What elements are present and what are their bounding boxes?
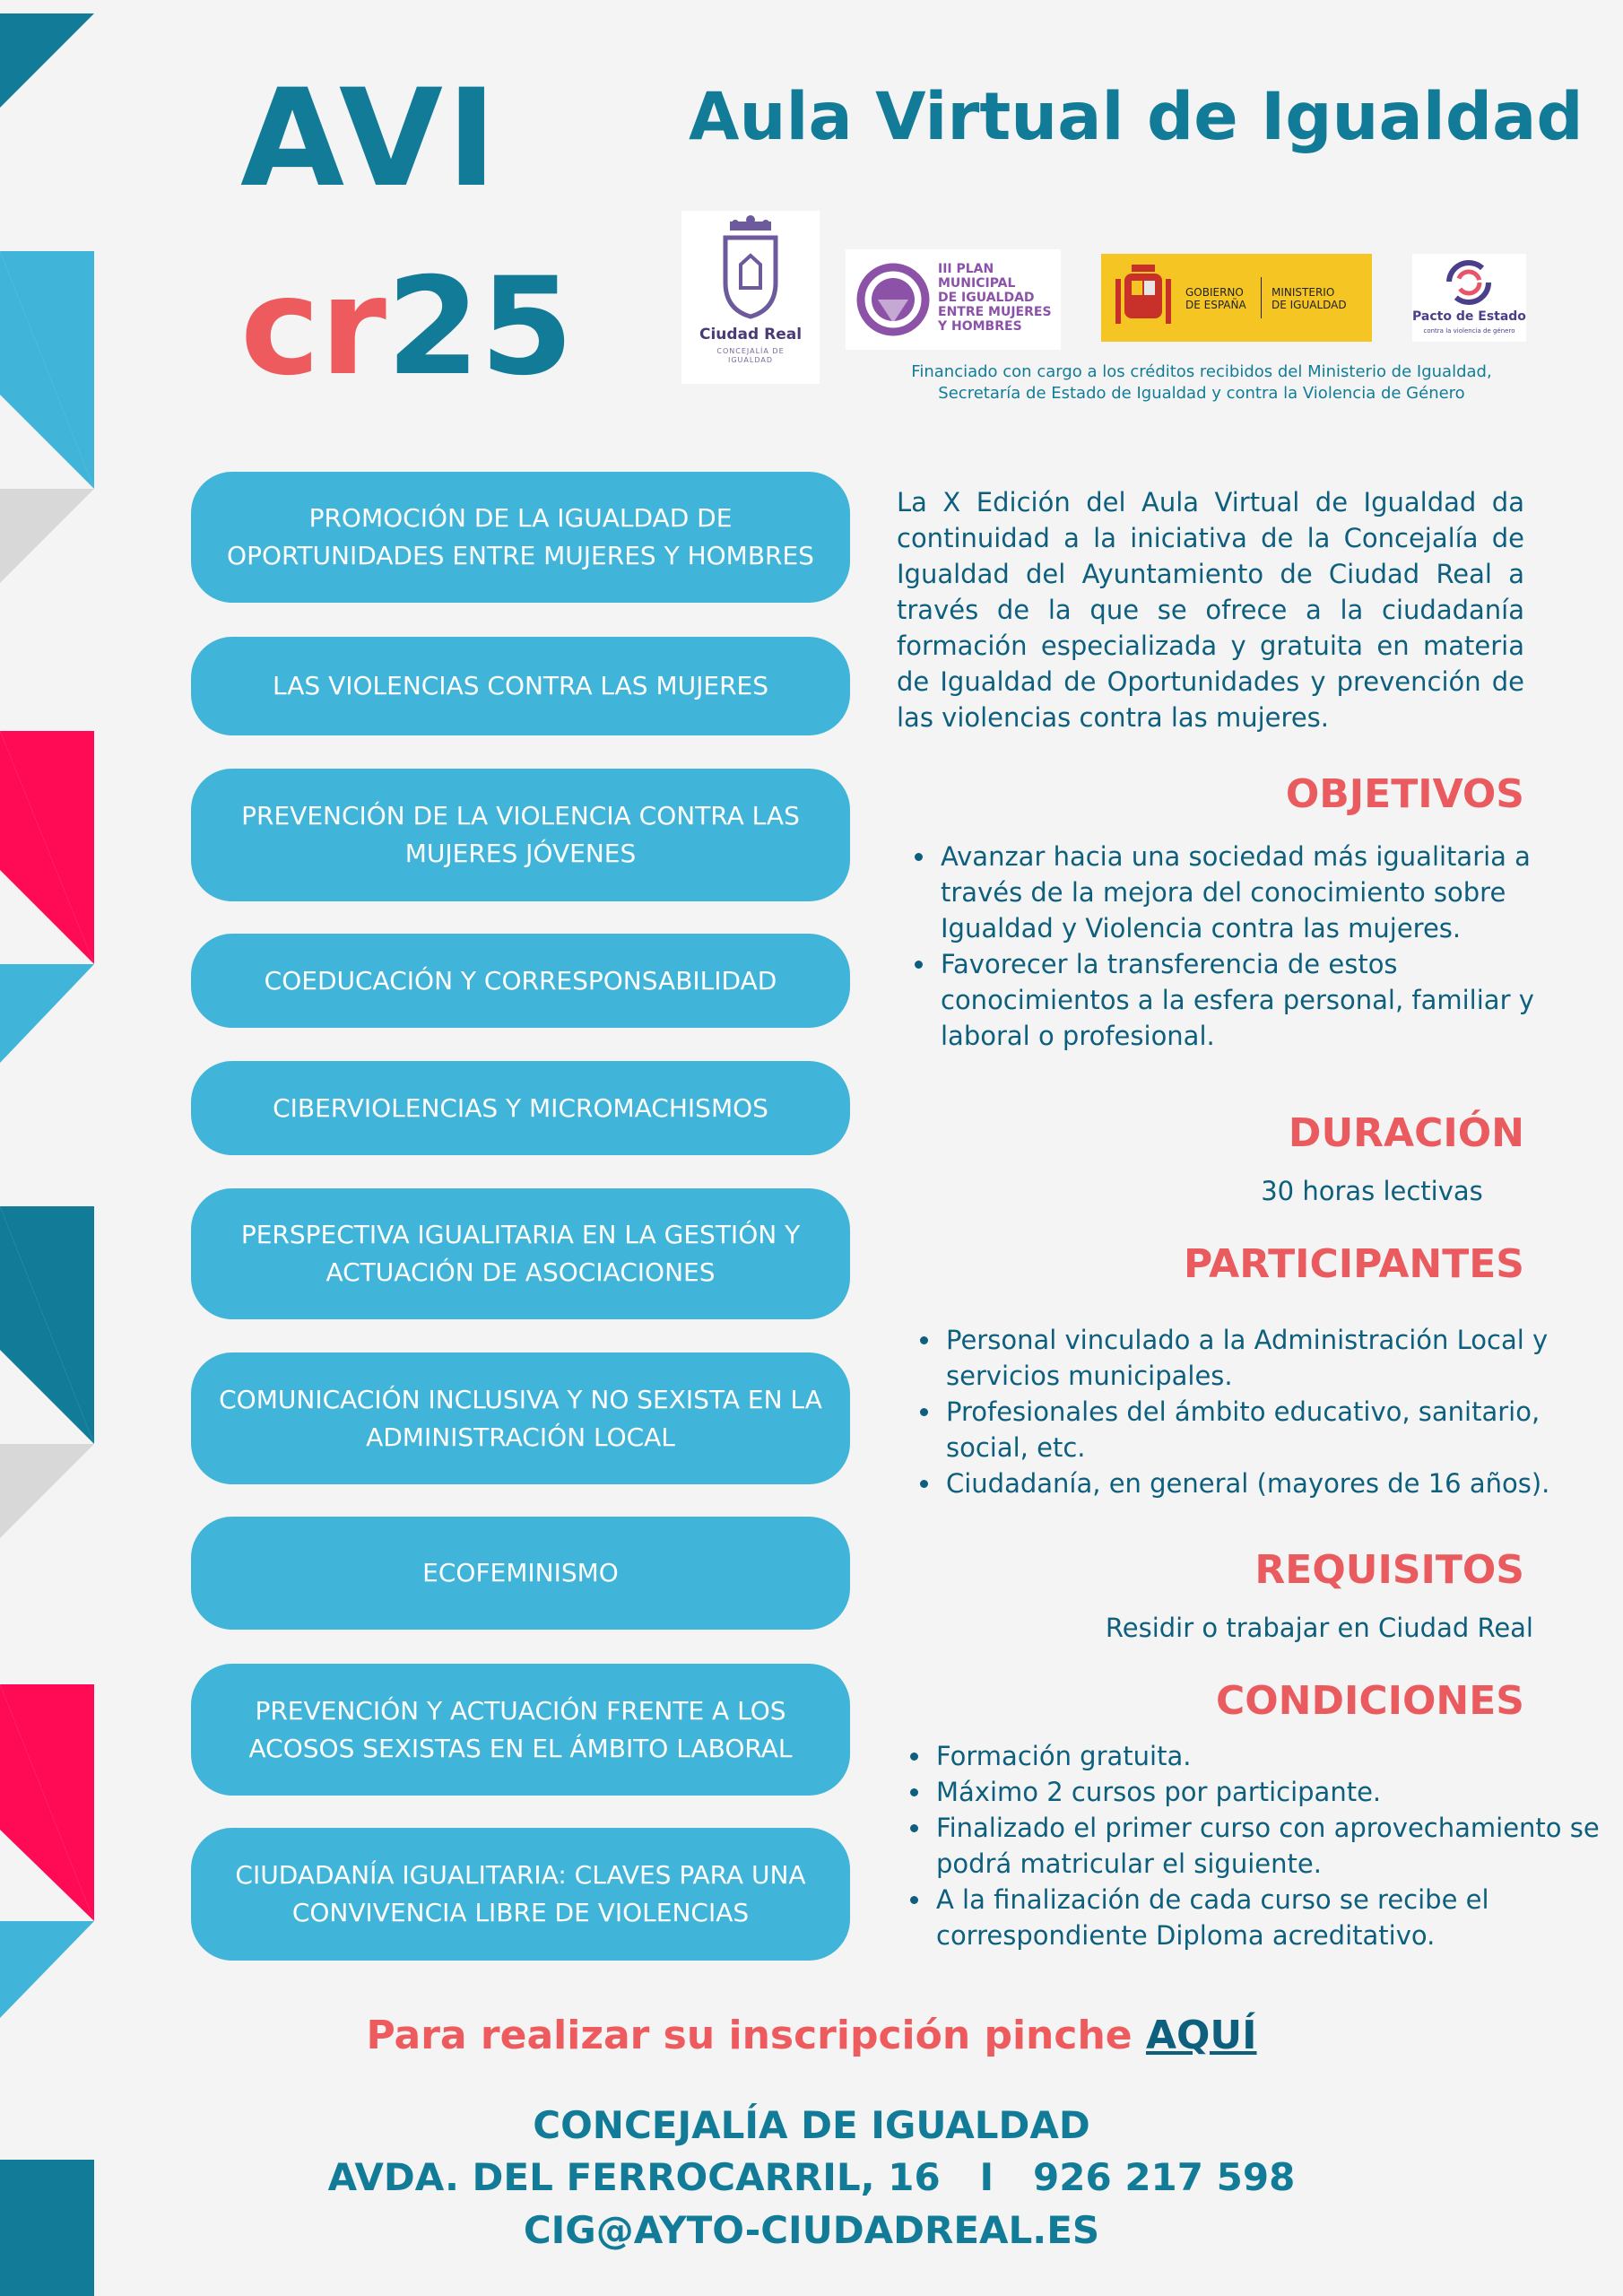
coat-of-arms-icon <box>1112 254 1175 342</box>
cr25-part-cr: cr <box>240 249 386 405</box>
course-pill-promocion-igualdad[interactable]: PROMOCIÓN DE LA IGUALDAD DE OPORTUNIDADES ENTRE MUJERES Y HOMBRES <box>191 472 850 603</box>
pacto-estado-name: Pacto de Estado <box>1412 309 1526 324</box>
course-pill-coeducacion[interactable]: COEDUCACIÓN Y CORRESPONSABILIDAD <box>191 934 850 1028</box>
intro-paragraph: La X Edición del Aula Virtual de Igualdad da continuidad a la iniciativa de la Concejalía de Igualdad del Ayuntamiento de Ciudad Real a través de la que se ofrece a la ciudadanía formación especializada y gratuita en materia de Igualdad de Oportunidades y prevención de las violencias contra las mujeres. <box>897 487 1524 733</box>
duracion-heading: DURACIÓN <box>1288 1110 1524 1156</box>
logo-divider <box>1261 277 1262 318</box>
condiciones-list <box>897 1738 1623 1953</box>
condiciones-heading: CONDICIONES <box>1215 1678 1524 1724</box>
list-item: • Ciudadanía, en general (mayores de 16 años). <box>942 1465 1623 1501</box>
list-item: • Finalizado el primer curso con aprovechamiento se podrá matricular el siguiente. <box>933 1810 1623 1882</box>
page-title: Aula Virtual de Igualdad <box>689 79 1584 155</box>
course-pill-ciberviolencias[interactable]: CIBERVIOLENCIAS Y MICROMACHISMOS <box>191 1061 850 1155</box>
crown-shield-icon <box>681 211 820 327</box>
list-item: • Avanzar hacia una sociedad más igualitaria a través de la mejora del conocimiento sobre Igualdad y Violencia contra las mujeres. <box>937 839 1565 946</box>
list-item: • Profesionales del ámbito educativo, sanitario, social, etc. <box>942 1394 1623 1465</box>
funding-note: Financiado con cargo a los créditos recibidos del Ministerio de Igualdad, Secretaría de Estado de Igualdad y contra la Violencia de Género <box>911 362 1492 403</box>
course-pill-comunicacion-inclusiva[interactable]: COMUNICACIÓN INCLUSIVA Y NO SEXISTA EN LA ADMINISTRACIÓN LOCAL <box>191 1352 850 1484</box>
list-item: • Máximo 2 cursos por participante. <box>933 1774 1623 1810</box>
list-item: • A la finalización de cada curso se recibe el correspondiente Diploma acreditativo. <box>933 1882 1623 1953</box>
gobierno-text: GOBIERNO DE ESPAÑA <box>1185 286 1246 311</box>
course-pill-violencias[interactable]: LAS VIOLENCIAS CONTRA LAS MUJERES <box>191 637 850 735</box>
course-pill-ciudadania-igualitaria[interactable]: CIUDADANÍA IGUALITARIA: CLAVES PARA UNA CONVIVENCIA LIBRE DE VIOLENCIAS <box>191 1828 850 1961</box>
pacto-estado-logo <box>1412 254 1526 342</box>
pacto-estado-icon <box>1412 254 1526 308</box>
contact-department: CONCEJALÍA DE IGUALDAD <box>533 2103 1090 2147</box>
cr25-logo-text <box>240 249 574 405</box>
ciudad-real-caption: CONCEJALÍA DE IGUALDAD <box>716 347 785 364</box>
plan-igualdad-icon <box>853 249 933 350</box>
inscription-cta <box>0 2013 1623 2058</box>
course-pill-perspectiva-asociaciones[interactable]: PERSPECTIVA IGUALITARIA EN LA GESTIÓN Y ACTUACIÓN DE ASOCIACIONES <box>191 1188 850 1319</box>
ciudad-real-logo <box>681 211 820 384</box>
list-item: • Personal vinculado a la Administración Local y servicios municipales. <box>942 1322 1623 1394</box>
avi-logo-text: AVI <box>240 61 500 217</box>
objetivos-heading: OBJETIVOS <box>1285 771 1524 817</box>
course-pill-ecofeminismo[interactable]: ECOFEMINISMO <box>191 1517 850 1630</box>
inscription-link[interactable]: AQUÍ <box>1145 2013 1257 2058</box>
requisitos-text: Residir o trabajar en Ciudad Real <box>1105 1613 1533 1643</box>
list-item: • Favorecer la transferencia de estos conocimientos a la esfera personal, familiar y laboral o profesional. <box>937 946 1565 1054</box>
cr25-part-25: 25 <box>386 249 574 405</box>
course-pill-acosos-sexistas[interactable]: PREVENCIÓN Y ACTUACIÓN FRENTE A LOS ACOSOS SEXISTAS EN EL ÁMBITO LABORAL <box>191 1664 850 1796</box>
requisitos-heading: REQUISITOS <box>1254 1547 1524 1593</box>
list-item: • Formación gratuita. <box>933 1738 1623 1774</box>
gobierno-espana-logo <box>1101 254 1372 342</box>
contact-address-phone: AVDA. DEL FERROCARRIL, 16 I 926 217 598 <box>327 2155 1296 2199</box>
duracion-text: 30 horas lectivas <box>1261 1176 1483 1206</box>
participantes-heading: PARTICIPANTES <box>1183 1241 1524 1287</box>
cta-text: Para realizar su inscripción pinche <box>366 2013 1146 2058</box>
plan-igualdad-text: III PLAN MUNICIPAL DE IGUALDAD ENTRE MUJERES Y HOMBRES <box>938 262 1052 334</box>
course-pill-prevencion-jovenes[interactable]: PREVENCIÓN DE LA VIOLENCIA CONTRA LAS MUJERES JÓVENES <box>191 769 850 901</box>
decorative-strip <box>0 0 99 2296</box>
participantes-list <box>907 1322 1623 1501</box>
contact-email[interactable]: CIG@AYTO-CIUDADREAL.ES <box>523 2208 1100 2252</box>
pacto-estado-caption: contra la violencia de género <box>1423 327 1515 335</box>
ministerio-text: MINISTERIO DE IGUALDAD <box>1271 286 1347 311</box>
plan-igualdad-logo <box>846 249 1061 350</box>
objetivos-list <box>901 839 1565 1054</box>
ciudad-real-name: Ciudad Real <box>699 326 803 344</box>
